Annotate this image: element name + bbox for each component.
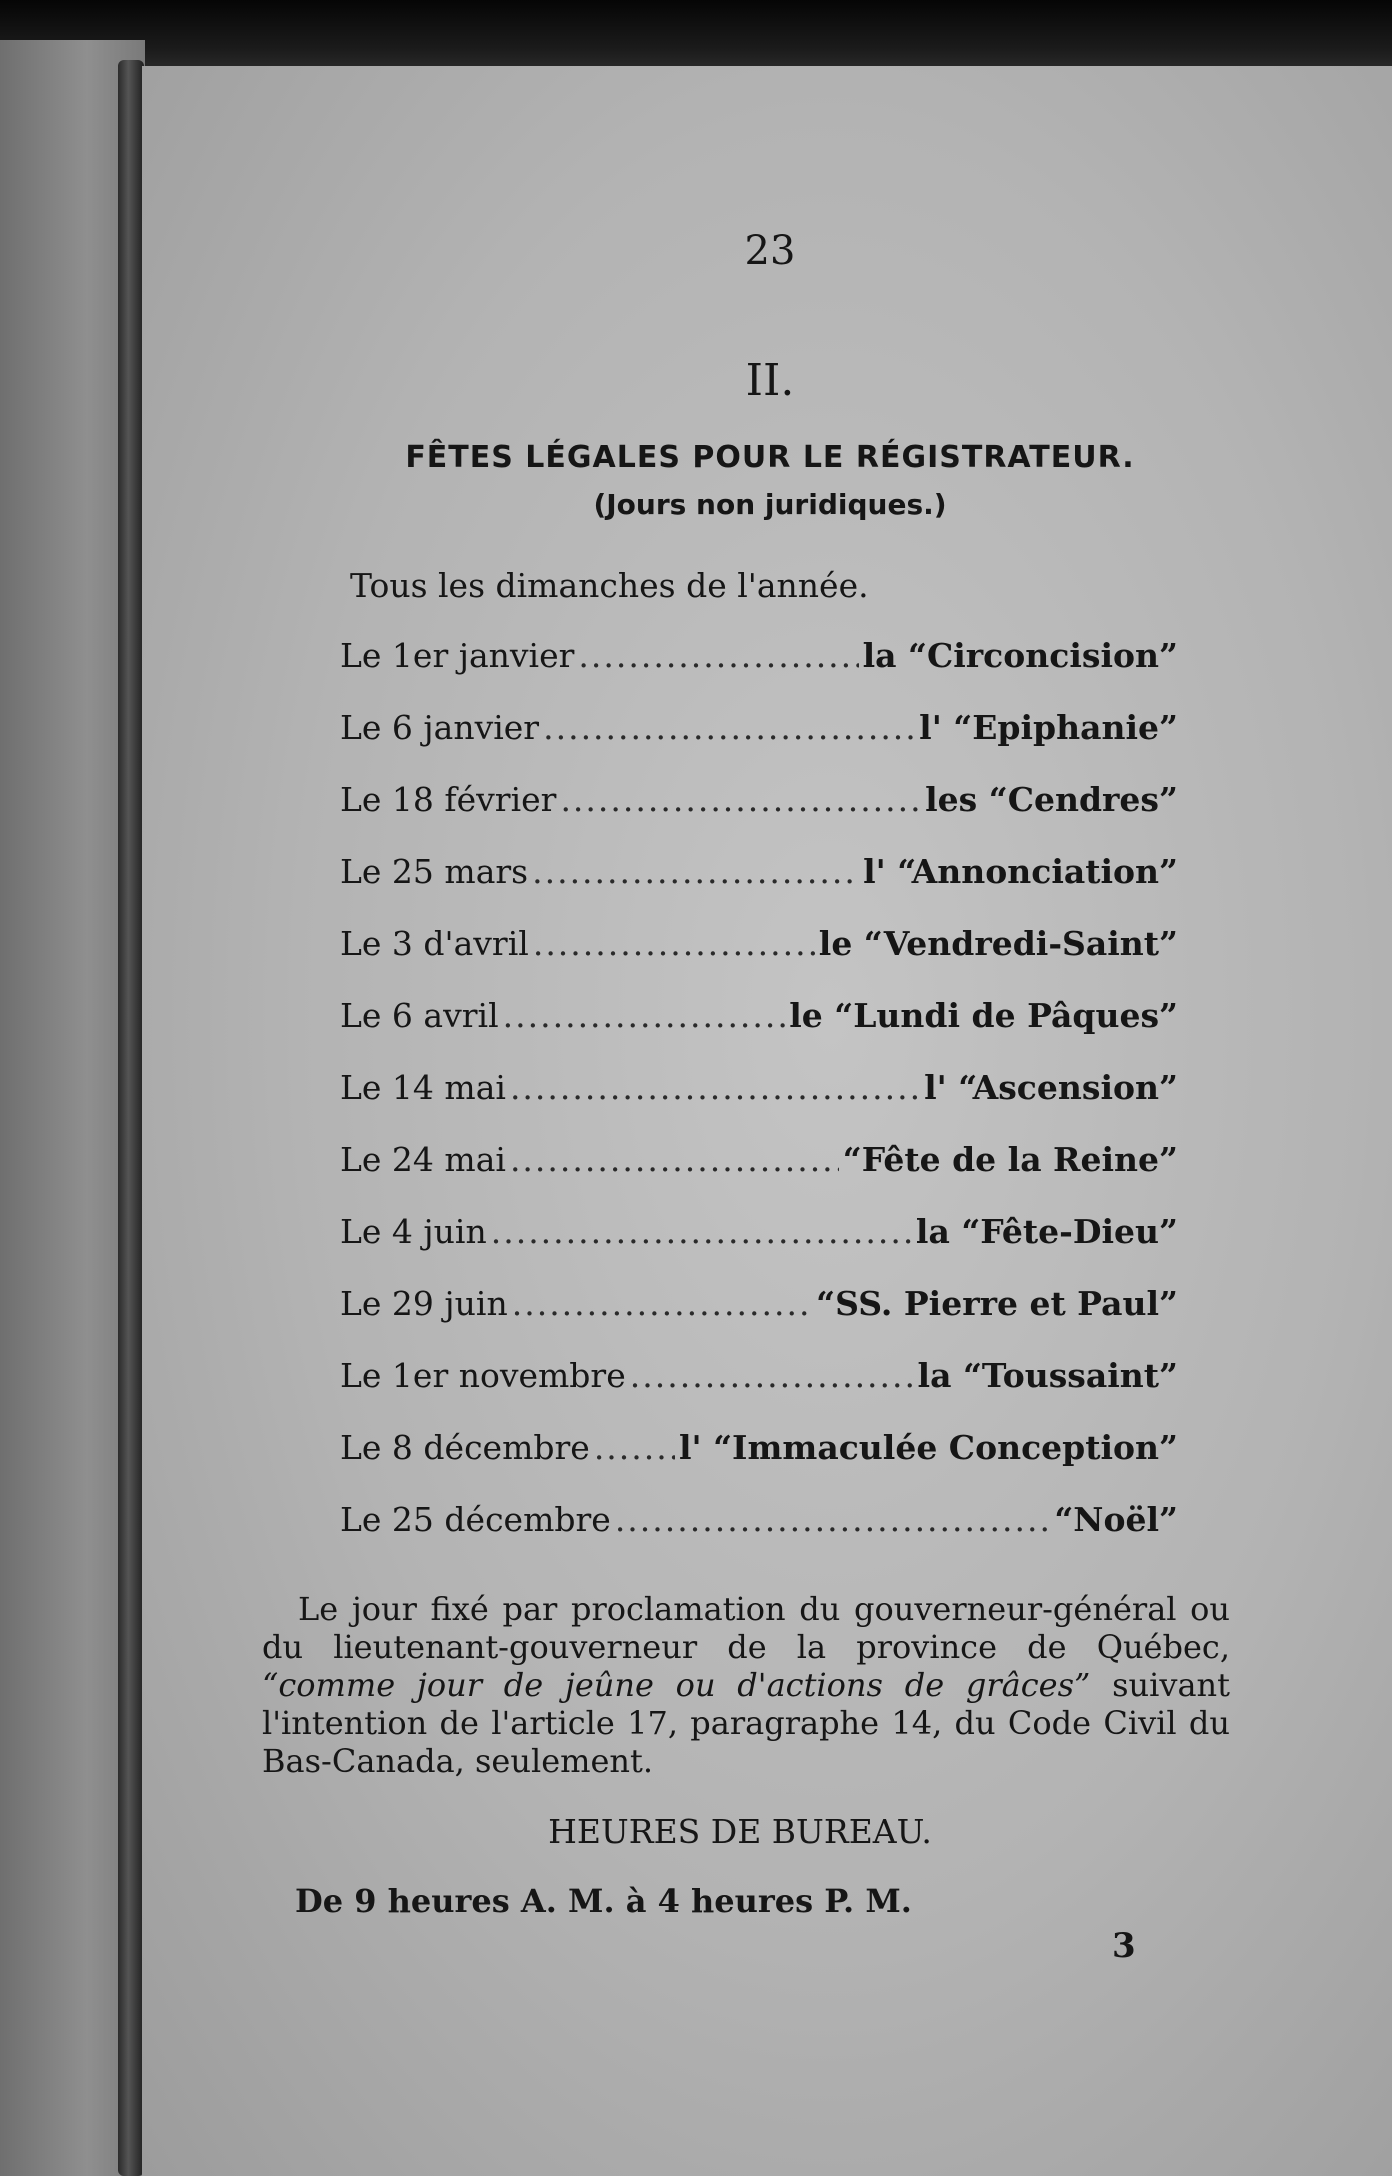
holiday-row <box>340 1212 1178 1284</box>
holiday-date: Le 4 juin <box>340 1212 487 1251</box>
holiday-name: le “Lundi de Pâques” <box>789 996 1178 1035</box>
holiday-row <box>340 924 1178 996</box>
holiday-row <box>340 1356 1178 1428</box>
holiday-date: Le 25 décembre <box>340 1500 611 1539</box>
holiday-date: Le 18 février <box>340 780 557 819</box>
note-text-after: suivant l'intention de l'article 17, paragraphe 14, du Code Civil du Bas-Canada, seulement. <box>262 1666 1231 1780</box>
holiday-name: la “Circoncision” <box>862 636 1178 675</box>
dot-leader <box>533 924 815 963</box>
holiday-date: Le 14 mai <box>340 1068 506 1107</box>
dot-leader <box>532 852 859 891</box>
dot-leader <box>594 1428 675 1467</box>
dot-leader <box>578 636 858 675</box>
holiday-name: “Noël” <box>1054 1500 1178 1539</box>
section-numeral: II. <box>745 355 795 406</box>
holiday-date: Le 8 décembre <box>340 1428 590 1467</box>
holiday-row <box>340 780 1178 852</box>
book-top-edge <box>0 0 1392 70</box>
holiday-row <box>340 1140 1178 1212</box>
holiday-row <box>340 852 1178 924</box>
holiday-name: la “Toussaint” <box>917 1356 1178 1395</box>
holiday-row <box>340 1500 1178 1572</box>
office-hours-text: De 9 heures A. M. à 4 heures P. M. <box>295 1882 912 1920</box>
holiday-name: “SS. Pierre et Paul” <box>816 1284 1178 1323</box>
holiday-name: le “Vendredi-Saint” <box>818 924 1178 963</box>
page-title: FÊTES LÉGALES POUR LE RÉGISTRATEUR. <box>405 440 1135 475</box>
dot-leader <box>510 1140 839 1179</box>
dot-leader <box>560 780 921 819</box>
holiday-name: les “Cendres” <box>925 780 1178 819</box>
holiday-date: Le 1er janvier <box>340 636 575 675</box>
proclamation-note <box>262 1590 1230 1780</box>
page-subtitle: (Jours non juridiques.) <box>593 488 947 521</box>
holiday-name: l' “Ascension” <box>924 1068 1178 1107</box>
holiday-row <box>340 1428 1178 1500</box>
dot-leader <box>543 708 915 747</box>
holiday-list <box>340 636 1178 1572</box>
dot-leader <box>510 1068 920 1107</box>
dot-leader <box>615 1500 1051 1539</box>
book-spine <box>118 60 144 2176</box>
holiday-date: Le 6 janvier <box>340 708 540 747</box>
note-text-italic: “comme jour de jeûne ou d'actions de grâces” <box>262 1666 1091 1704</box>
page-number: 23 <box>744 228 796 274</box>
holiday-name: “Fête de la Reine” <box>842 1140 1178 1179</box>
holiday-date: Le 3 d'avril <box>340 924 529 963</box>
holiday-name: l' “Immaculée Conception” <box>678 1428 1178 1467</box>
holiday-date: Le 24 mai <box>340 1140 506 1179</box>
intro-line: Tous les dimanches de l'année. <box>350 566 869 605</box>
holiday-row <box>340 1284 1178 1356</box>
holiday-row <box>340 996 1178 1068</box>
holiday-name: l' “Epiphanie” <box>919 708 1178 747</box>
dot-leader <box>630 1356 914 1395</box>
dot-leader <box>503 996 786 1035</box>
dot-leader <box>491 1212 912 1251</box>
holiday-row <box>340 708 1178 780</box>
office-hours-title: HEURES DE BUREAU. <box>548 1812 932 1851</box>
holiday-row <box>340 1068 1178 1140</box>
holiday-date: Le 6 avril <box>340 996 499 1035</box>
note-text-before: Le jour fixé par proclamation du gouverneur-général ou du lieutenant-gouverneur de la province de Québec, <box>262 1590 1230 1666</box>
holiday-name: l' “Annonciation” <box>863 852 1178 891</box>
holiday-name: la “Fête-Dieu” <box>915 1212 1178 1251</box>
holiday-row <box>340 636 1178 708</box>
holiday-date: Le 1er novembre <box>340 1356 626 1395</box>
holiday-date: Le 29 juin <box>340 1284 508 1323</box>
holiday-date: Le 25 mars <box>340 852 529 891</box>
signature-mark: 3 <box>1112 1926 1136 1966</box>
dot-leader <box>512 1284 812 1323</box>
